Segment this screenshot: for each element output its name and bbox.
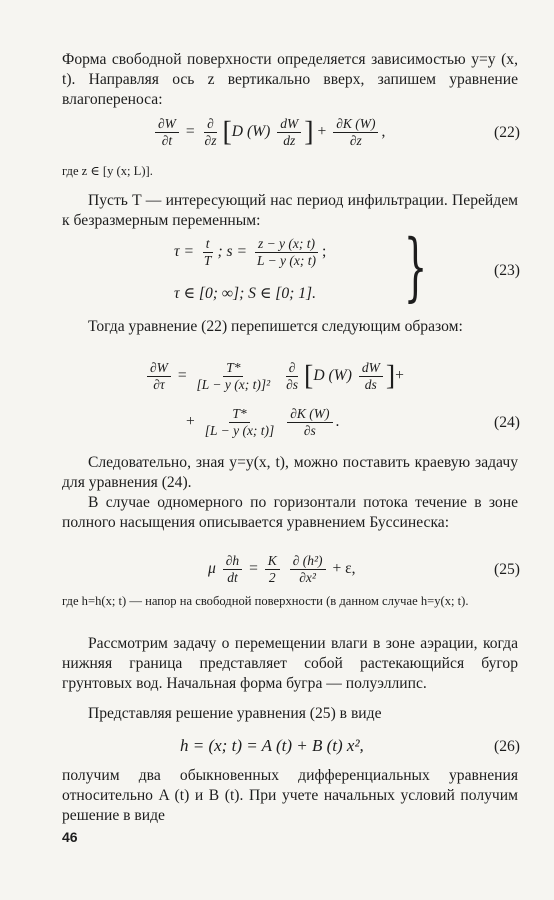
paragraph-rewrite: Тогда уравнение (22) перепишется следующим образом: [88, 318, 463, 335]
frac-d-ds: $\frac{\partial}{\partial s}$ [286, 360, 299, 392]
frac-tstar-l2: $\frac{T*}{\text{[L − y (x; t)]²}}$ [196, 360, 271, 392]
frac-dw-dz: $\frac{dW}{dz}$ [277, 116, 301, 149]
equation-number-23: (23) [494, 262, 520, 279]
right-brace: } [403, 224, 428, 310]
paragraph-ode: получим два обыкновенных дифференциальных уравнения относительно A (t) и B (t). При учете начальных условий получим решение в виде [62, 767, 518, 824]
paragraph-period: Пусть T — интересующий нас период инфильтрации. Перейдем к безразмерным переменным: [62, 192, 518, 229]
frac-dh2-dx2: $\frac{\text{∂ (h²)}}{\text{∂x²}}$ [290, 553, 326, 586]
equation-24-line2: + $\frac{T*}{[L - y (x; t)]}$ $\frac{\partial K (W)}{\partial s}$ . [186, 406, 340, 438]
paragraph-free-surface: Форма свободной поверхности определяется зависимостью y=y (x, t). Направляя ось z вертикально вверх, запишем уравнение влагопереноса: [62, 51, 518, 108]
paragraph-boussinesq: В случае одномерного по горизонтали потока течение в зоне полного насыщения описывается уравнением Буссинеска: [62, 494, 518, 531]
frac-k-2: $\frac{K}{2}$ [265, 553, 280, 586]
equation-23-line2: τ ∈ [0; ∞]; S ∈ [0; 1]. [174, 285, 317, 302]
frac-tstar-l: $\frac{T*}{[L - y (x; t)]}$ [204, 406, 275, 438]
equation-24 [62, 358, 520, 450]
frac-dw-ds: $\frac{dW}{ds}$ [359, 360, 383, 393]
frac-dk-ds: $\frac{\partial K (W)}{\partial s}$ [287, 406, 332, 439]
equation-25-body: μ $\frac{\partial h}{dt}$ = $\frac{K}{2}$ $\frac{\text{∂ (h²)}}{\text{∂x²}}$ + ε, [208, 553, 356, 585]
equation-22-body: $\frac{\partial W}{\partial t}$ = $\frac{\partial}{\partial z}$ [D (W) $\frac{dW}{dz}$ ] + $\frac{\partial K (W)}{\partial z}$ , [152, 116, 385, 149]
frac-dh-dt: $\frac{\partial h}{dt}$ [223, 553, 242, 586]
frac-s: $\frac{z - y (x; t)}{L - y (x; t)}$ [256, 236, 317, 268]
page-number: 46 [62, 829, 78, 845]
equation-23-line1: τ = $\frac{t}{T}$ ; s = $\frac{z - y (x; t)}{L - y (x; t)}$ ; [174, 236, 327, 268]
frac-t-T: $\frac{t}{T}$ [203, 236, 212, 268]
frac-dk-dz: $\frac{\partial K (W)}{\partial z}$ [333, 116, 378, 149]
equation-24-line1: $\frac{\partial W}{\partial\tau}$ = $\frac{T*}{\text{[L − y (x; t)]²}}$ $\frac{\partial}{\partial s}$ [D (W) $\frac{dW}{ds}$ ]+ [144, 360, 404, 393]
equation-number-25: (25) [494, 561, 520, 578]
equation-25 [62, 551, 520, 591]
equation-26-body: h = (x; t) = A (t) + B (t) x², [180, 736, 364, 755]
equation-22 [62, 112, 520, 156]
frac-dw-dt: $\frac{\partial W}{\partial t}$ [155, 116, 179, 149]
equation-26 [62, 732, 520, 762]
paragraph-solution: Представляя решение уравнения (25) в виде [88, 705, 382, 722]
equation-number-24: (24) [494, 414, 520, 431]
where-clause-z: где z ∈ [y (x; L)]. [62, 164, 153, 178]
paragraph-aeration: Рассмотрим задачу о перемещении влаги в зоне аэрации, когда нижняя граница представляет собой растекающийся бугор грунтовых вод. Начальная форма бугра — полуэллипс. [62, 635, 518, 692]
equation-23 [62, 224, 520, 310]
equation-number-26: (26) [494, 738, 520, 755]
frac-dw-dtau: $\frac{\partial W}{\partial\tau}$ [147, 360, 171, 393]
paragraph-therefore: Следовательно, зная y=y(x, t), можно поставить краевую задачу для уравнения (24). [62, 454, 518, 491]
where-clause-h: где h=h(x; t) — напор на свободной поверхности (в данном случае h=y(x; t). [62, 594, 469, 608]
equation-number-22: (22) [494, 124, 520, 141]
frac-d-dz: $\frac{\partial}{\partial z}$ [204, 116, 217, 148]
